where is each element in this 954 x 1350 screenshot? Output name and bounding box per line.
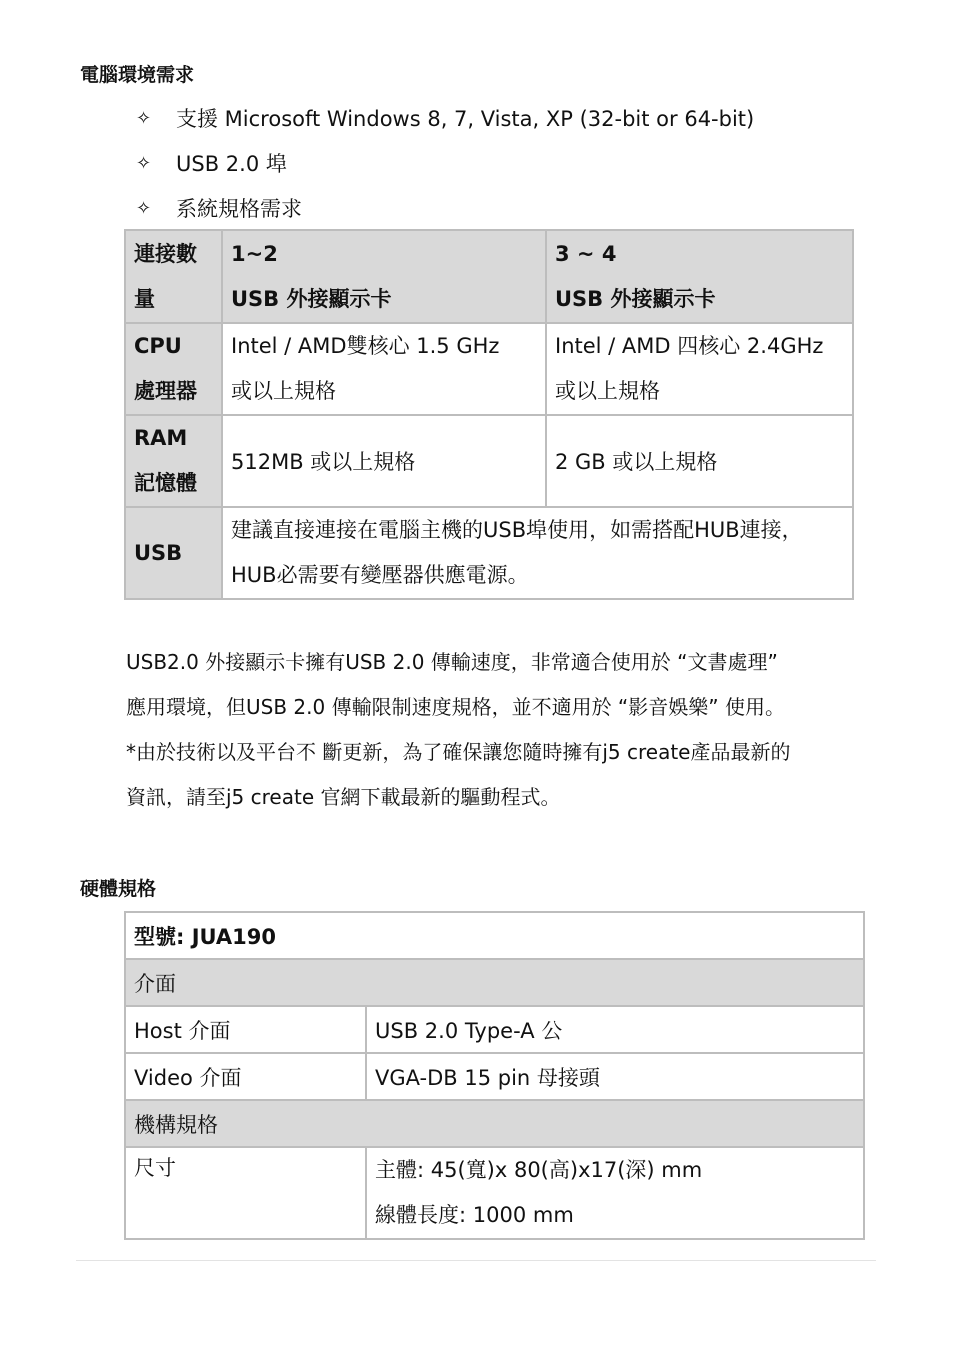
table-row bbox=[125, 959, 864, 1006]
table-cell bbox=[366, 1147, 864, 1239]
table-row bbox=[125, 1006, 864, 1053]
table-header-cell bbox=[546, 230, 853, 323]
cell-line: HUB必需要有變壓器供應電源。 bbox=[231, 563, 529, 587]
cell-line: 建議直接連接在電腦主機的USB埠使用，如需搭配HUB連接， bbox=[231, 518, 803, 542]
table-cell: USB 2.0 Type-A 公 bbox=[366, 1006, 864, 1053]
table-cell bbox=[222, 507, 853, 599]
paragraph-line: *由於技術以及平台不 斷更新，為了確保讓您隨時擁有j5 create產品最新的 bbox=[126, 740, 791, 764]
section-header: 介面 bbox=[125, 959, 864, 1006]
table-header-cell bbox=[222, 230, 546, 323]
table-row bbox=[125, 415, 853, 507]
cell-line: 連接數 bbox=[134, 241, 197, 266]
hardware-title: 硬體規格 bbox=[80, 878, 157, 900]
cell-line: 量 bbox=[134, 286, 155, 311]
cell-line: USB 外接顯示卡 bbox=[231, 286, 392, 311]
model-cell: 型號: JUA190 bbox=[125, 912, 864, 959]
table-row bbox=[125, 507, 853, 599]
cell-line: 主體: 45(寬)x 80(高)x17(深) mm bbox=[375, 1158, 703, 1182]
cell-line: USB 外接顯示卡 bbox=[555, 286, 716, 311]
table-cell-label bbox=[125, 230, 222, 323]
table-cell-label: Video 介面 bbox=[125, 1053, 366, 1100]
cell-line: 記憶體 bbox=[134, 471, 197, 495]
table-row bbox=[125, 1147, 864, 1239]
list-item bbox=[136, 186, 754, 231]
usb-notice-paragraph bbox=[126, 640, 876, 820]
diamond-sparkle-icon: ✧ bbox=[136, 197, 152, 219]
paragraph-line: 資訊，請至j5 create 官網下載最新的驅動程式。 bbox=[126, 785, 561, 809]
table-cell: 512MB 或以上規格 bbox=[222, 415, 546, 507]
cell-line: 3 ~ 4 bbox=[555, 241, 617, 266]
requirements-title: 電腦環境需求 bbox=[80, 64, 195, 86]
list-item-text: 系統規格需求 bbox=[176, 196, 302, 221]
list-item-text: USB 2.0 埠 bbox=[176, 151, 287, 176]
table-cell-label: USB bbox=[125, 507, 222, 599]
cell-line: 或以上規格 bbox=[231, 379, 336, 403]
paragraph-line: 應用環境，但USB 2.0 傳輸限制速度規格，並不適用於 “影音娛樂” 使用。 bbox=[126, 695, 786, 719]
diamond-sparkle-icon: ✧ bbox=[136, 152, 152, 174]
table-cell-label bbox=[125, 415, 222, 507]
table-cell: 2 GB 或以上規格 bbox=[546, 415, 853, 507]
footer-divider bbox=[76, 1260, 876, 1261]
requirements-table bbox=[124, 229, 854, 600]
table-cell-label: 尺寸 bbox=[125, 1147, 366, 1239]
cell-line: RAM bbox=[134, 426, 188, 450]
table-cell: VGA-DB 15 pin 母接頭 bbox=[366, 1053, 864, 1100]
cell-line: Intel / AMD 四核心 2.4GHz bbox=[555, 334, 824, 358]
section-header: 機構規格 bbox=[125, 1100, 864, 1147]
list-item bbox=[136, 96, 754, 141]
list-item bbox=[136, 141, 754, 186]
table-row bbox=[125, 323, 853, 415]
table-row bbox=[125, 1100, 864, 1147]
cell-line: 或以上規格 bbox=[555, 379, 660, 403]
table-cell bbox=[222, 323, 546, 415]
cell-line: 處理器 bbox=[134, 379, 197, 403]
cell-line: CPU bbox=[134, 334, 182, 358]
table-row bbox=[125, 1053, 864, 1100]
table-cell-label: Host 介面 bbox=[125, 1006, 366, 1053]
table-cell bbox=[546, 323, 853, 415]
paragraph-line: USB2.0 外接顯示卡擁有USB 2.0 傳輸速度，非常適合使用於 “文書處理” bbox=[126, 650, 778, 674]
hardware-spec-table bbox=[124, 911, 865, 1240]
cell-line: 1~2 bbox=[231, 241, 278, 266]
cell-line: Intel / AMD雙核心 1.5 GHz bbox=[231, 334, 500, 358]
list-item-text: 支援 Microsoft Windows 8, 7, Vista, XP (32-bit or 64-bit) bbox=[176, 106, 755, 131]
table-cell-label bbox=[125, 323, 222, 415]
table-row bbox=[125, 230, 853, 323]
requirements-list bbox=[136, 96, 754, 231]
cell-line: 線體長度: 1000 mm bbox=[375, 1203, 574, 1227]
table-row bbox=[125, 912, 864, 959]
diamond-sparkle-icon: ✧ bbox=[136, 107, 152, 129]
